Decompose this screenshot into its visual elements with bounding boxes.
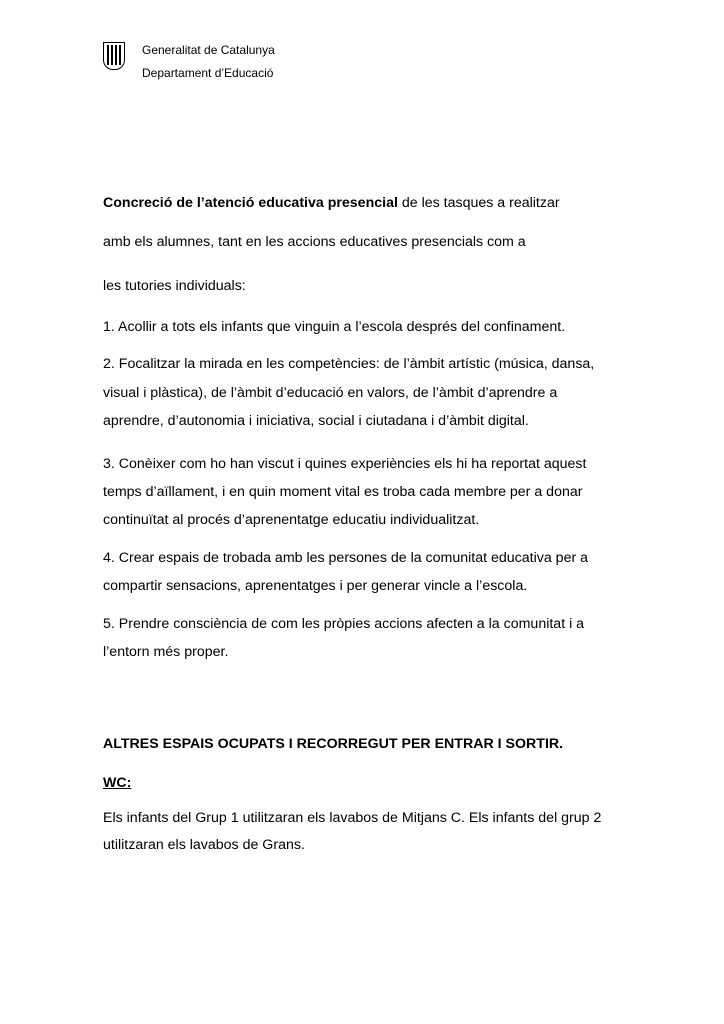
list-item-3: continuïtat al procés d’aprenentatge educatiu individualitzat. <box>103 512 480 528</box>
section-subtitle <box>103 775 131 791</box>
section-line: utilitzaran els lavabos de Grans. <box>103 837 305 853</box>
section-title <box>103 736 563 752</box>
wc-heading: WC: <box>103 775 132 791</box>
section-line: Els infants del Grup 1 utilitzaran els lavabos de Mitjans C. Els infants del grup 2 <box>103 810 602 826</box>
header-org: Generalitat de Catalunya <box>142 43 275 57</box>
intro-line <box>103 195 560 211</box>
list-item-3: temps d’aïllament, i en quin moment vital es troba cada membre per a donar <box>103 484 583 500</box>
intro-line: amb els alumnes, tant en les accions educatives presencials com a <box>103 234 526 250</box>
section-title-text: ALTRES ESPAIS OCUPATS I RECORREGUT PER ENTRAR I SORTIR. <box>103 736 564 752</box>
generalitat-logo-icon <box>103 42 125 70</box>
list-item-5: l’entorn més proper. <box>103 644 229 660</box>
header-dept: Departament d’Educació <box>142 66 274 80</box>
list-item-1: 1. Acollir a tots els infants que vinguin a l’escola després del confinament. <box>103 319 566 335</box>
list-item-4: compartir sensacions, aprenentatges i per generar vincle a l’escola. <box>103 578 528 594</box>
list-item-4: 4. Crear espais de trobada amb les persones de la comunitat educativa per a <box>103 550 589 566</box>
list-item-2: visual i plàstica), de l’àmbit d’educació en valors, de l’àmbit d’aprendre a <box>103 385 558 401</box>
intro-line: les tutories individuals: <box>103 278 246 294</box>
list-item-3: 3. Conèixer com ho han viscut i quines experiències els hi ha reportat aquest <box>103 456 587 472</box>
list-item-2: 2. Focalitzar la mirada en les competències: de l’àmbit artístic (música, dansa, <box>103 356 595 372</box>
intro-bold: Concreció de l’atenció educativa presencial <box>103 195 398 211</box>
intro-rest: de les tasques a realitzar <box>397 195 560 211</box>
list-item-5: 5. Prendre consciència de com les pròpies accions afecten a la comunitat i a <box>103 616 585 632</box>
list-item-2: aprendre, d’autonomia i iniciativa, social i ciutadana i d’àmbit digital. <box>103 413 529 429</box>
